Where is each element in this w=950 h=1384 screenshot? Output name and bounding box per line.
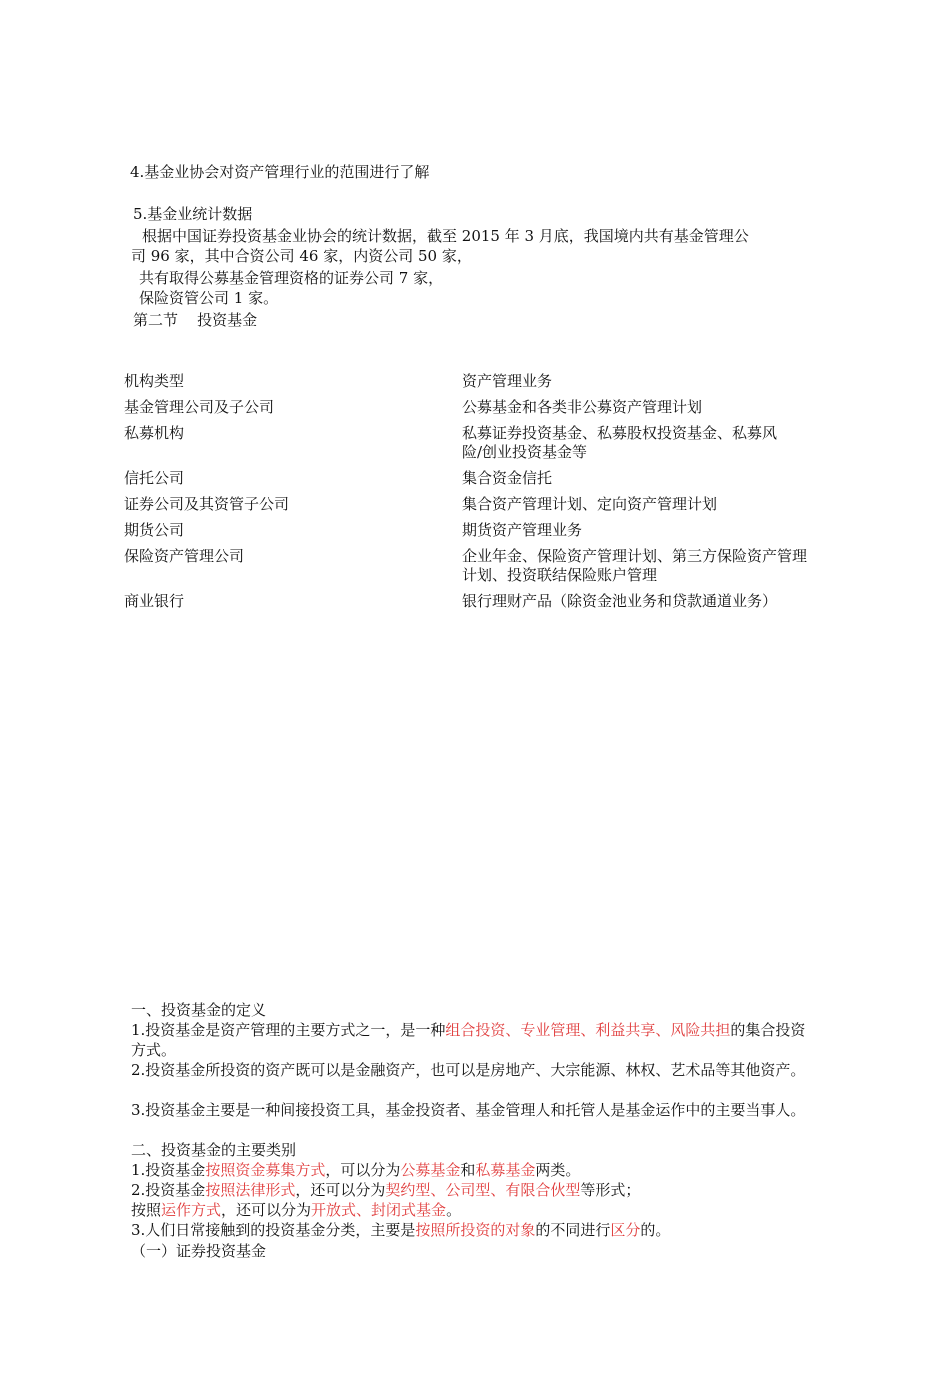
item-5-title: 5.基金业统计数据 — [133, 205, 253, 223]
category-line-3 — [131, 1220, 670, 1240]
item-4-text: 4.基金业协会对资产管理行业的范围进行了解 — [130, 163, 430, 181]
text: 的。 — [640, 1221, 671, 1239]
definition-para-1 — [131, 1020, 816, 1060]
text: 3.人们日常接触到的投资基金分类，主要是 — [131, 1221, 416, 1239]
text: 。 — [446, 1201, 462, 1219]
cell-business: 银行理财产品（除资金池业务和贷款通道业务） — [462, 592, 778, 610]
cell-type: 商业银行 — [124, 592, 185, 610]
cell-business: 私募证券投资基金、私募股权投资基金、私募风险/创业投资基金等 — [462, 424, 778, 461]
highlight: 运作方式 — [161, 1201, 222, 1219]
highlight: 契约型、公司型、有限合伙型 — [385, 1181, 581, 1199]
highlight: 私募基金 — [475, 1161, 536, 1179]
heading-categories: 二、投资基金的主要类别 — [131, 1141, 297, 1159]
text: 的不同进行 — [535, 1221, 611, 1239]
subheading-securities-fund: （一）证券投资基金 — [131, 1242, 267, 1260]
text: 按照 — [131, 1201, 162, 1219]
highlight: 按照资金募集方式 — [205, 1161, 326, 1179]
table-row — [120, 495, 822, 521]
cell-type: 信托公司 — [124, 469, 185, 487]
cell-type: 基金管理公司及子公司 — [124, 398, 275, 416]
category-line-1 — [131, 1160, 580, 1180]
text: ，可以分为 — [325, 1161, 401, 1179]
text: ，还可以分为 — [295, 1181, 386, 1199]
table-row — [120, 547, 822, 592]
table-row — [120, 398, 822, 424]
table-row — [120, 521, 822, 547]
cell-type: 私募机构 — [124, 424, 185, 442]
text: 两类。 — [535, 1161, 581, 1179]
stats-line-1: 根据中国证券投资基金业协会的统计数据，截至 2015 年 3 月底，我国境内共有基金管理公 — [142, 227, 749, 245]
category-line-2 — [131, 1180, 640, 1200]
header-business: 资产管理业务 — [462, 372, 553, 390]
text: 和 — [460, 1161, 476, 1179]
institution-table — [120, 372, 822, 611]
text: 等形式； — [580, 1181, 641, 1199]
highlight: 开放式、封闭式基金 — [311, 1201, 447, 1219]
cell-type: 保险资产管理公司 — [124, 547, 245, 565]
definition-para-2: 2.投资基金所投资的资产既可以是金融资产，也可以是房地产、大宗能源、林权、艺术品等其他资产。 — [131, 1061, 806, 1079]
cell-business: 集合资金信托 — [462, 469, 553, 487]
cell-business: 期货资产管理业务 — [462, 521, 583, 539]
header-institution-type: 机构类型 — [124, 372, 185, 390]
table-row — [120, 469, 822, 495]
stats-line-4: 保险资管公司 1 家。 — [139, 289, 279, 307]
text: 2.投资基金 — [131, 1181, 206, 1199]
stats-line-2: 司 96 家，其中合资公司 46 家，内资公司 50 家， — [131, 247, 472, 265]
definition-para-3: 3.投资基金主要是一种间接投资工具，基金投资者、基金管理人和托管人是基金运作中的主要当事人。 — [131, 1101, 806, 1119]
cell-business: 公募基金和各类非公募资产管理计划 — [462, 398, 703, 416]
heading-definition: 一、投资基金的定义 — [131, 1001, 267, 1019]
cell-business: 企业年金、保险资产管理计划、第三方保险资产管理计划、投资联结保险账户管理 — [462, 547, 808, 584]
cell-business: 集合资产管理计划、定向资产管理计划 — [462, 495, 718, 513]
definition-highlight: 组合投资、专业管理、利益共享、风险共担 — [445, 1021, 731, 1039]
definition-text-end: 的集合投资方式。 — [131, 1021, 806, 1059]
text: 1.投资基金 — [131, 1161, 206, 1179]
highlight: 按照法律形式 — [205, 1181, 296, 1199]
table-row — [120, 424, 822, 469]
cell-type: 证券公司及其资管子公司 — [124, 495, 290, 513]
section-title: 第二节 投资基金 — [133, 311, 258, 329]
highlight: 区分 — [610, 1221, 641, 1239]
cell-type: 期货公司 — [124, 521, 185, 539]
category-line-2b — [131, 1200, 461, 1220]
definition-text: 1.投资基金是资产管理的主要方式之一，是一种 — [131, 1021, 446, 1039]
table-row — [120, 592, 822, 611]
highlight: 公募基金 — [400, 1161, 461, 1179]
stats-line-3: 共有取得公募基金管理资格的证券公司 7 家， — [139, 269, 444, 287]
text: ，还可以分为 — [221, 1201, 312, 1219]
highlight: 按照所投资的对象 — [415, 1221, 536, 1239]
table-header-row — [120, 372, 822, 398]
